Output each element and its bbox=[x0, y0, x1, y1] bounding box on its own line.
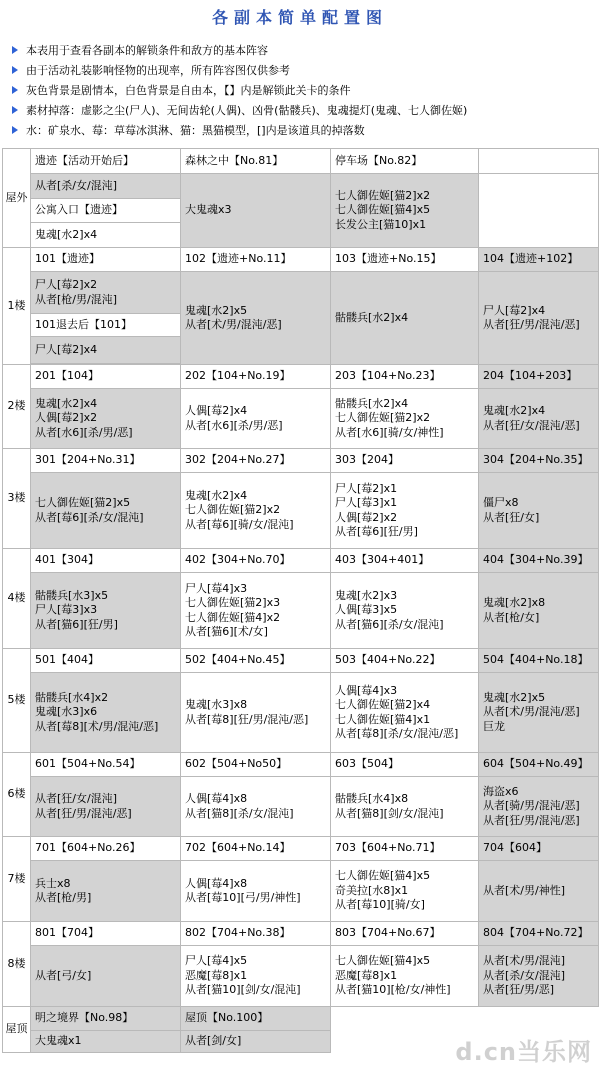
stage-enemies: 骷髅兵[水2]x4 bbox=[331, 272, 479, 365]
stage-header: 701【604+No.26】 bbox=[31, 837, 181, 861]
stage-enemies: 从者[杀/女/混沌] bbox=[31, 174, 181, 199]
floor-label: 3楼 bbox=[3, 449, 31, 549]
stage-enemies: 七人御佐姬[猫4]x5 恶魔[莓8]x1 从者[猫10][枪/女/神性] bbox=[331, 946, 479, 1007]
page-title: 各副本简单配置图 bbox=[211, 8, 388, 27]
stage-header: 104【遗迹+102】 bbox=[479, 248, 599, 272]
stage-header: 404【304+No.39】 bbox=[479, 549, 599, 573]
stage-header: 203【104+No.23】 bbox=[331, 365, 479, 389]
stage-header: 801【704】 bbox=[31, 922, 181, 946]
stage-header: 屋顶【No.100】 bbox=[181, 1007, 331, 1031]
stage-header: 301【204+No.31】 bbox=[31, 449, 181, 473]
stage-header: 101退去后【101】 bbox=[31, 314, 181, 337]
stage-enemies: 鬼魂[水2]x5 从者[术/男/混沌/恶] bbox=[181, 272, 331, 365]
stage-header: 501【404】 bbox=[31, 649, 181, 673]
stage-header: 402【304+No.70】 bbox=[181, 549, 331, 573]
note-item: 素材掉落：虚影之尘(尸人)、无间齿轮(人偶)、凶骨(骷髅兵)、鬼魂提灯(鬼魂、七人御佐姬) bbox=[12, 100, 594, 120]
stage-enemies: 从者[术/男/混沌] 从者[杀/女/混沌] 从者[狂/男/恶] bbox=[479, 946, 599, 1007]
stage-header: 502【404+No.45】 bbox=[181, 649, 331, 673]
note-item: 由于活动礼装影响怪物的出现率，所有阵容图仅供参考 bbox=[12, 60, 594, 80]
stage-header: 204【104+203】 bbox=[479, 365, 599, 389]
stage-enemies: 鬼魂[水2]x3 人偶[莓3]x5 从者[猫6][杀/女/混沌] bbox=[331, 573, 479, 649]
stage-enemies: 骷髅兵[水3]x5 尸人[莓3]x3 从者[猫6][狂/男] bbox=[31, 573, 181, 649]
stage-enemies: 骷髅兵[水2]x4 七人御佐姬[猫2]x2 从者[水6][骑/女/神性] bbox=[331, 389, 479, 449]
stage-header: 604【504+No.49】 bbox=[479, 753, 599, 777]
note-item: 水：矿泉水、莓：草莓冰淇淋、猫：黑猫模型，[]内是该道具的掉落数 bbox=[12, 120, 594, 140]
stage-enemies: 人偶[莓2]x4 从者[水6][杀/男/恶] bbox=[181, 389, 331, 449]
stage-enemies: 尸人[莓2]x4 从者[狂/男/混沌/恶] bbox=[479, 272, 599, 365]
stage-header: 103【遗迹+No.15】 bbox=[331, 248, 479, 272]
stage-header: 403【304+401】 bbox=[331, 549, 479, 573]
bullet-icon bbox=[12, 106, 18, 114]
stage-header: 停车场【No.82】 bbox=[331, 149, 479, 174]
stage-enemies: 兵士x8 从者[枪/男] bbox=[31, 861, 181, 922]
stage-enemies: 大鬼魂x3 bbox=[181, 174, 331, 248]
stage-header: 704【604】 bbox=[479, 837, 599, 861]
stage-header: 603【504】 bbox=[331, 753, 479, 777]
stage-header: 803【704+No.67】 bbox=[331, 922, 479, 946]
stage-header-empty bbox=[479, 149, 599, 174]
floor-label: 屋顶 bbox=[3, 1007, 31, 1053]
stage-enemies: 尸人[莓2]x1 尸人[莓3]x1 人偶[莓2]x2 从者[莓6][狂/男] bbox=[331, 473, 479, 549]
stage-enemies: 七人御佐姬[猫4]x5 奇美拉[水8]x1 从者[莓10][骑/女] bbox=[331, 861, 479, 922]
stage-enemies: 骷髅兵[水4]x8 从者[猫8][剑/女/混沌] bbox=[331, 777, 479, 837]
stage-header: 303【204】 bbox=[331, 449, 479, 473]
stage-enemies: 鬼魂[水2]x4 从者[狂/女/混沌/恶] bbox=[479, 389, 599, 449]
stage-header: 503【404+No.22】 bbox=[331, 649, 479, 673]
floor-label: 7楼 bbox=[3, 837, 31, 922]
stage-enemies: 鬼魂[水2]x4 人偶[莓2]x2 从者[水6][杀/男/恶] bbox=[31, 389, 181, 449]
floor-label: 8楼 bbox=[3, 922, 31, 1007]
stage-enemies: 鬼魂[水2]x4 七人御佐姬[猫2]x2 从者[莓6][骑/女/混沌] bbox=[181, 473, 331, 549]
stage-header: 202【104+No.19】 bbox=[181, 365, 331, 389]
note-item: 灰色背景是剧情本，白色背景是自由本，【】内是解锁此关卡的条件 bbox=[12, 80, 594, 100]
stage-enemies: 人偶[莓4]x3 七人御佐姬[猫2]x4 七人御佐姬[猫4]x1 从者[莓8][杀/女/混沌/恶] bbox=[331, 673, 479, 753]
stage-enemies: 人偶[莓4]x8 从者[猫8][杀/女/混沌] bbox=[181, 777, 331, 837]
stage-header: 304【204+No.35】 bbox=[479, 449, 599, 473]
stage-header: 公寓入口【遗迹】 bbox=[31, 199, 181, 223]
notes-list bbox=[0, 36, 600, 144]
stage-header: 201【104】 bbox=[31, 365, 181, 389]
stage-enemies: 大鬼魂x1 bbox=[31, 1031, 181, 1053]
stage-enemies: 从者[剑/女] bbox=[181, 1031, 331, 1053]
stage-header: 602【504+No50】 bbox=[181, 753, 331, 777]
dungeon-table bbox=[2, 148, 599, 1053]
bullet-icon bbox=[12, 126, 18, 134]
stage-enemies: 鬼魂[水3]x8 从者[莓8][狂/男/混沌/恶] bbox=[181, 673, 331, 753]
stage-header: 森林之中【No.81】 bbox=[181, 149, 331, 174]
stage-enemies: 骷髅兵[水4]x2 鬼魂[水3]x6 从者[莓8][术/男/混沌/恶] bbox=[31, 673, 181, 753]
stage-enemies: 人偶[莓4]x8 从者[莓10][弓/男/神性] bbox=[181, 861, 331, 922]
stage-header: 804【704+No.72】 bbox=[479, 922, 599, 946]
floor-label: 5楼 bbox=[3, 649, 31, 753]
stage-enemies: 从者[弓/女] bbox=[31, 946, 181, 1007]
stage-enemies: 七人御佐姬[猫2]x2 七人御佐姬[猫4]x5 长发公主[猫10]x1 bbox=[331, 174, 479, 248]
stage-header: 703【604+No.71】 bbox=[331, 837, 479, 861]
stage-enemies: 七人御佐姬[猫2]x5 从者[莓6][杀/女/混沌] bbox=[31, 473, 181, 549]
stage-header: 802【704+No.38】 bbox=[181, 922, 331, 946]
floor-label: 屋外 bbox=[3, 149, 31, 248]
stage-header: 601【504+No.54】 bbox=[31, 753, 181, 777]
stage-header: 504【404+No.18】 bbox=[479, 649, 599, 673]
blank-cell bbox=[331, 1007, 479, 1031]
stage-header: 401【304】 bbox=[31, 549, 181, 573]
stage-header: 遗迹【活动开始后】 bbox=[31, 149, 181, 174]
stage-enemies: 尸人[莓4]x5 恶魔[莓8]x1 从者[猫10][剑/女/混沌] bbox=[181, 946, 331, 1007]
stage-header: 101【遗迹】 bbox=[31, 248, 181, 272]
bullet-icon bbox=[12, 66, 18, 74]
floor-label: 2楼 bbox=[3, 365, 31, 449]
note-item: 本表用于查看各副本的解锁条件和敌方的基本阵容 bbox=[12, 40, 594, 60]
floor-label: 1楼 bbox=[3, 248, 31, 365]
stage-enemies: 从者[狂/女/混沌] 从者[狂/男/混沌/恶] bbox=[31, 777, 181, 837]
stage-enemies: 鬼魂[水2]x5 从者[术/男/混沌/恶] 巨龙 bbox=[479, 673, 599, 753]
bullet-icon bbox=[12, 86, 18, 94]
watermark-logo: d.cn当乐网 bbox=[455, 1038, 592, 1066]
stage-enemies: 鬼魂[水2]x8 从者[枪/女] bbox=[479, 573, 599, 649]
stage-header: 明之境界【No.98】 bbox=[31, 1007, 181, 1031]
stage-header: 702【604+No.14】 bbox=[181, 837, 331, 861]
stage-enemies: 尸人[莓4]x3 七人御佐姬[猫2]x3 七人御佐姬[猫4]x2 从者[猫6][术/女] bbox=[181, 573, 331, 649]
stage-header: 102【遗迹+No.11】 bbox=[181, 248, 331, 272]
stage-enemies: 海盗x6 从者[骑/男/混沌/恶] 从者[狂/男/混沌/恶] bbox=[479, 777, 599, 837]
floor-label: 6楼 bbox=[3, 753, 31, 837]
bullet-icon bbox=[12, 46, 18, 54]
stage-enemies: 鬼魂[水2]x4 bbox=[31, 223, 181, 248]
stage-enemies: 尸人[莓2]x2 从者[枪/男/混沌] bbox=[31, 272, 181, 314]
stage-enemies: 从者[术/男/神性] bbox=[479, 861, 599, 922]
stage-enemies: 尸人[莓2]x4 bbox=[31, 337, 181, 364]
stage-enemies-empty bbox=[479, 174, 599, 248]
blank-cell bbox=[479, 1007, 599, 1031]
stage-enemies: 僵尸x8 从者[狂/女] bbox=[479, 473, 599, 549]
floor-label: 4楼 bbox=[3, 549, 31, 649]
stage-header: 302【204+No.27】 bbox=[181, 449, 331, 473]
